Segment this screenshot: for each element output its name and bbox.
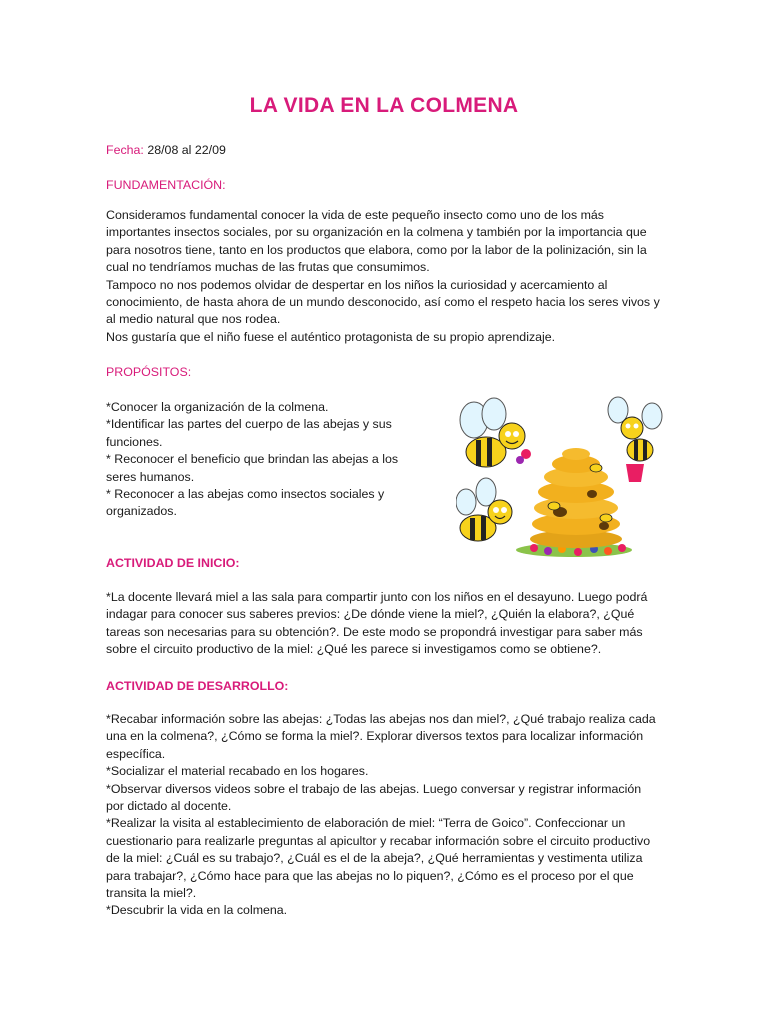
paragraph: *Realizar la visita al establecimiento de elaboración de miel: “Terra de Goico”. Confeccionar un cuestionario para realizarle preguntas al apicultor y recabar información sobre el circuito productivo de la miel: ¿Cuál es su trabajo?, ¿Cuál es el de la abeja?, ¿Qué herramientas y vestimenta utiliza para trabajar?, ¿Cómo hace para que las abejas no lo piquen?, ¿Cómo es el proceso por el que transita la miel?. [106, 816, 651, 901]
date-label: Fecha: [106, 143, 144, 157]
paragraph: Consideramos fundamental conocer la vida de este pequeño insecto como uno de los más importantes insectos sociales, por su organización en la colmena y también por la importancia que para nosotros tiene, tanto en los productos que elabora, como por la labor de la polinización, sin la cual no tendríamos muchas de las frutas que consumimos. [106, 208, 647, 275]
section-heading-fundamentacion: FUNDAMENTACIÓN: [106, 178, 226, 192]
fundamentacion-body [106, 207, 662, 346]
paragraph: Tampoco no nos podemos olvidar de despertar en los niños la curiosidad y acercamiento al conocimiento, de hasta ahora de un mundo desconocido, así como el respeto hacia los seres vivos y al medio natural que nos rodea. [106, 277, 660, 327]
bee-icon [460, 398, 531, 467]
list-item: *Conocer la organización de la colmena. [106, 400, 329, 414]
paragraph: *Recabar información sobre las abejas: ¿Todas las abejas nos dan miel?, ¿Qué trabajo realiza cada una en la colmena?, ¿Cómo se forma la miel?. Explorar diversos textos para localizar información específica. [106, 712, 656, 761]
list-item: *Identificar las partes del cuerpo de las abejas y sus funciones. [106, 417, 392, 449]
section-heading-actividad-desarrollo: ACTIVIDAD DE DESARROLLO: [106, 679, 289, 693]
page-title: LA VIDA EN LA COLMENA [249, 94, 519, 117]
paragraph: *Descubrir la vida en la colmena. [106, 903, 288, 918]
list-item: * Reconocer el beneficio que brindan las abejas a los seres humanos. [106, 452, 399, 484]
beehive-icon [530, 448, 622, 548]
bee-icon [456, 478, 512, 541]
paragraph: *Socializar el material recabado en los hogares. [106, 764, 369, 779]
paragraph: *Observar diversos videos sobre el trabajo de las abejas. Luego conversar y registrar información por dictado al docente. [106, 781, 642, 814]
paragraph: *La docente llevará miel a las sala para compartir junto con los niños en el desayuno. Luego podrá indagar para conocer sus saberes previos: ¿De dónde viene la miel?, ¿Quién la elabora?, ¿Qué tareas son necesarias para su obtención?. De este modo se propondrá investigar para saber más sobre el circuito productivo de la miel: ¿Qué les parece si investigamos como se obtiene?. [106, 590, 648, 657]
section-heading-actividad-inicio: ACTIVIDAD DE INICIO: [106, 556, 240, 570]
actividad-desarrollo-body [106, 711, 662, 920]
propositos-list [106, 399, 406, 521]
actividad-inicio-body [106, 589, 662, 659]
date-value: 28/08 al 22/09 [143, 143, 226, 157]
date-line [106, 142, 226, 159]
bee-with-bucket-icon [608, 397, 662, 482]
list-item: * Reconocer a las abejas como insectos sociales y organizados. [106, 487, 385, 519]
beehive-illustration [456, 394, 666, 560]
section-heading-propositos: PROPÓSITOS: [106, 365, 192, 379]
paragraph: Nos gustaría que el niño fuese el auténtico protagonista de su propio aprendizaje. [106, 329, 556, 344]
